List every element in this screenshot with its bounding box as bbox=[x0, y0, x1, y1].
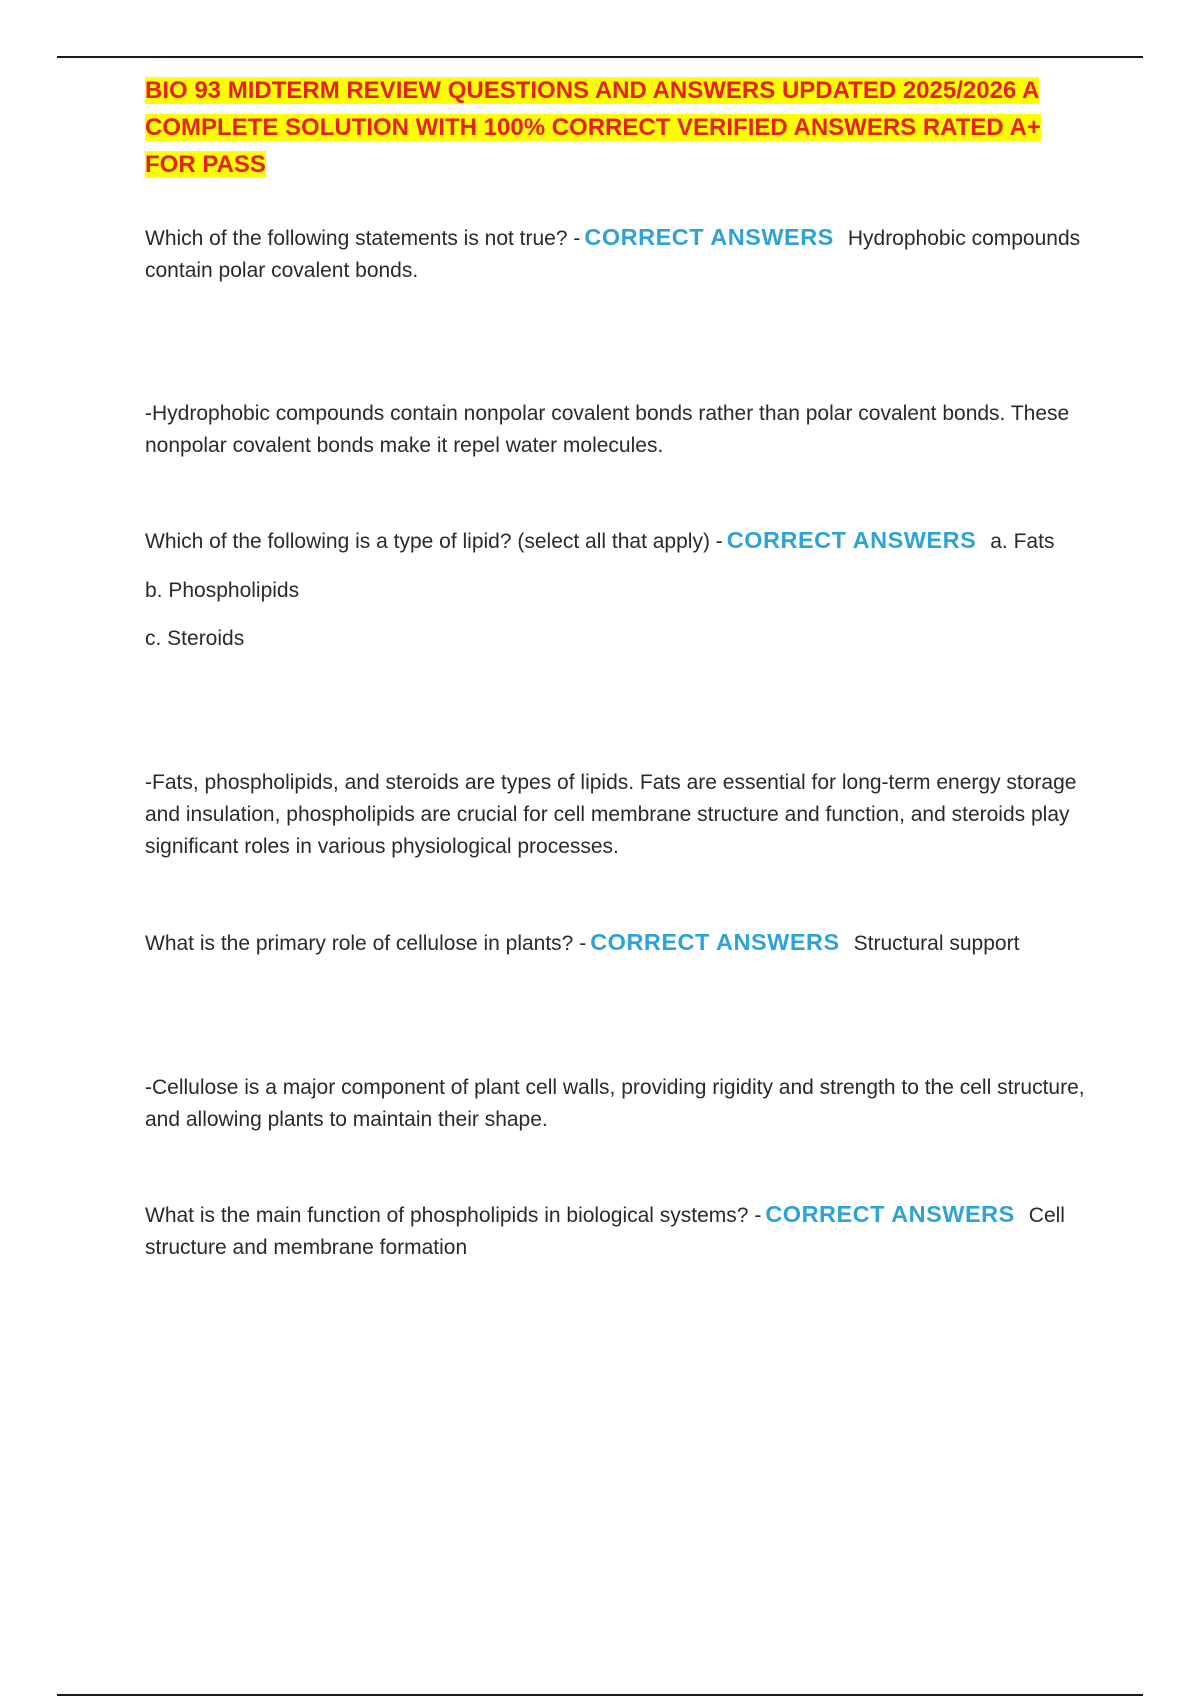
document-title: BIO 93 MIDTERM REVIEW QUESTIONS AND ANSWERS UPDATED 2025/2026 A COMPLETE SOLUTION WITH 100% CORRECT VERIFIED ANSWERS RATED A+ FOR PASS bbox=[145, 77, 1041, 178]
q3-explanation: -Cellulose is a major component of plant cell walls, providing rigidity and strength to the cell structure, and allowing plants to maintain their shape. bbox=[145, 1076, 1085, 1131]
q4-question: What is the main function of phospholipids in biological systems? - CORRECT ANSWERS Cell structure and membrane formation bbox=[145, 1201, 1065, 1259]
bottom-rule bbox=[57, 1694, 1143, 1696]
correct-answers-label: CORRECT ANSWERS bbox=[584, 224, 834, 250]
top-rule bbox=[57, 56, 1143, 58]
q2-question: Which of the following is a type of lipid? (select all that apply) - CORRECT ANSWERS a. Fats bbox=[145, 527, 1055, 553]
correct-answers-label: CORRECT ANSWERS bbox=[590, 929, 840, 955]
q2-option-c: c. Steroids bbox=[145, 627, 245, 650]
q2-option-b: b. Phospholipids bbox=[145, 579, 300, 602]
q1-explanation: -Hydrophobic compounds contain nonpolar covalent bonds rather than polar covalent bonds. These nonpolar covalent bonds make it repel water molecules. bbox=[145, 402, 1070, 457]
correct-answers-label: CORRECT ANSWERS bbox=[726, 527, 977, 553]
q2-explanation: -Fats, phospholipids, and steroids are types of lipids. Fats are essential for long-term energy storage and insulation, phospholipids are crucial for cell membrane structure and function, and steroids play significant roles in various physiological processes. bbox=[145, 771, 1077, 858]
document-body bbox=[145, 72, 1095, 1264]
q3-question: What is the primary role of cellulose in plants? - CORRECT ANSWERS Structural support bbox=[145, 929, 1020, 955]
q1-question: Which of the following statements is not true? - CORRECT ANSWERS Hydrophobic compounds contain polar covalent bonds. bbox=[145, 224, 1081, 282]
correct-answers-label: CORRECT ANSWERS bbox=[765, 1201, 1015, 1227]
